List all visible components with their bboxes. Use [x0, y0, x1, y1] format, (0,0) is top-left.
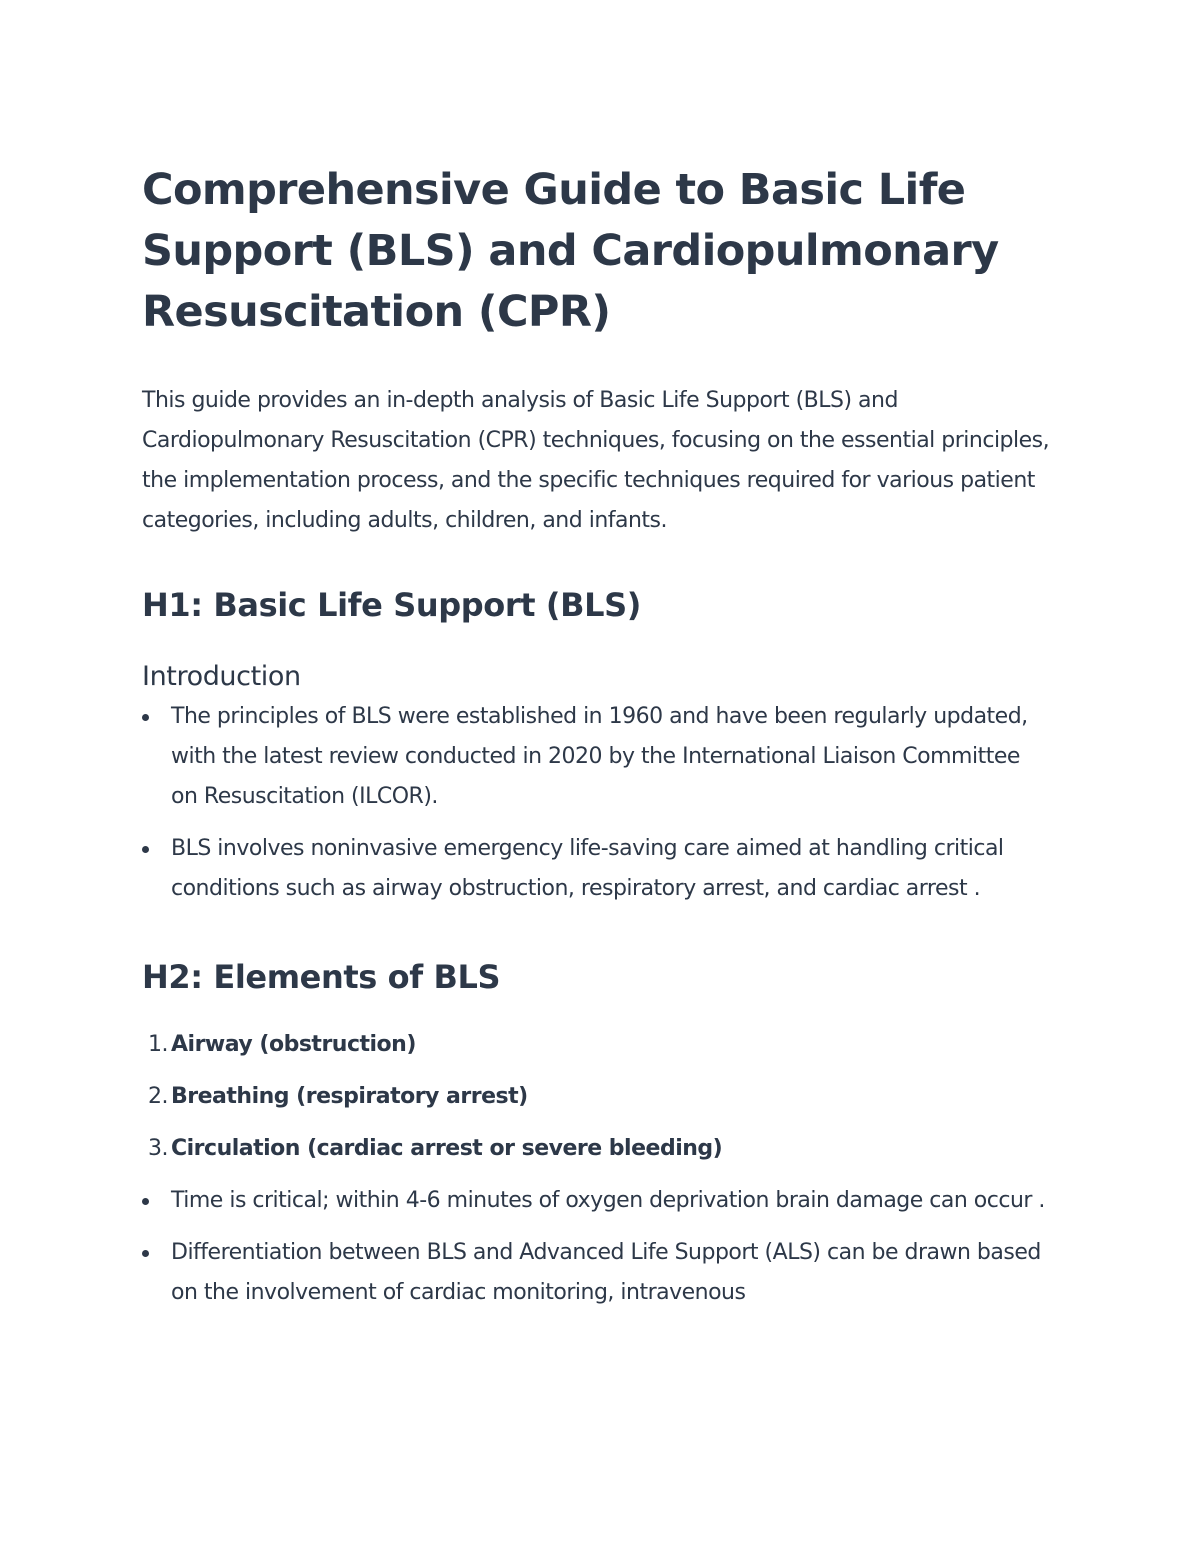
subheading-introduction: Introduction [142, 661, 301, 692]
bullet-icon [142, 1250, 149, 1257]
bullet-icon [142, 846, 149, 853]
section-heading-bls: H1: Basic Life Support (BLS) [142, 586, 641, 624]
list-item [142, 1077, 1052, 1117]
list-item [142, 697, 1052, 817]
document-title: Comprehensive Guide to Basic Life Support (BLS) and Cardiopulmonary Resuscitation (CPR) [142, 165, 999, 337]
list-item-text: The principles of BLS were established in 1960 and have been regularly updated, with the latest review conducted in 2020 by the International Liaison Committee on Resuscitation (ILCOR). [171, 704, 1028, 809]
bullet-icon [142, 1198, 149, 1205]
list-item-text: BLS involves noninvasive emergency life-saving care aimed at handling critical conditions such as airway obstruction, respiratory arrest, and cardiac arrest . [171, 836, 1004, 901]
intro-paragraph: This guide provides an in-depth analysis of Basic Life Support (BLS) and Cardiopulmonary Resuscitation (CPR) techniques, focusing on the essential principles, the implementation process, and the specific techniques required for various patient categories, including adults, children, and infants. [142, 388, 1050, 533]
bullet-icon [142, 714, 149, 721]
list-item [142, 1181, 1052, 1221]
list-item-text: Time is critical; within 4-6 minutes of oxygen deprivation brain damage can occur . [171, 1188, 1045, 1213]
list-item-text: Circulation (cardiac arrest or severe bleeding) [171, 1136, 723, 1161]
elements-bullet-list [142, 1181, 1052, 1313]
list-item [142, 1233, 1052, 1313]
section-heading-elements: H2: Elements of BLS [142, 958, 501, 996]
elements-numbered-list [142, 1025, 1052, 1169]
list-number: 2. [148, 1084, 168, 1109]
document-page [142, 160, 1052, 1313]
list-item-text: Airway (obstruction) [171, 1032, 416, 1057]
list-number: 1. [148, 1032, 168, 1057]
list-number: 3. [148, 1136, 168, 1161]
list-item [142, 1025, 1052, 1065]
list-item [142, 1129, 1052, 1169]
list-item-text: Differentiation between BLS and Advanced Life Support (ALS) can be drawn based on the involvement of cardiac monitoring, intravenous [171, 1240, 1041, 1305]
list-item-text: Breathing (respiratory arrest) [171, 1084, 528, 1109]
bls-bullet-list [142, 697, 1052, 909]
list-item [142, 829, 1052, 909]
